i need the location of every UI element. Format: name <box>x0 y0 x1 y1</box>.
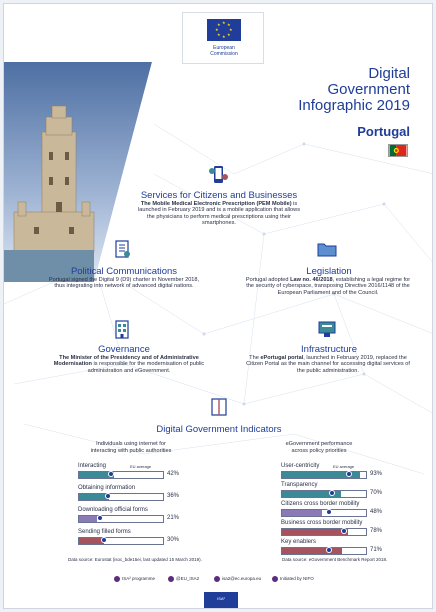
title-line1: Digital <box>368 65 410 82</box>
infrastructure-text <box>242 355 414 374</box>
right-bar-label: Business cross border mobility <box>281 520 363 526</box>
country-name: Portugal <box>357 124 410 139</box>
right-heading-line2: across policy priorities <box>291 447 347 454</box>
title-line3: Infographic 2019 <box>298 97 410 114</box>
infrastructure-title: Infrastructure <box>301 344 357 355</box>
governance-text-bold: The Minister of the Presidency and of Administrative Modernisation <box>53 355 199 368</box>
infographic-page <box>3 3 433 609</box>
services-text-rest: is launched in February 2019 and is a mobile application that allows the physicians to perform medical prescriptions using their smartphones. <box>137 201 300 227</box>
footer-twitter-label: @EU_ISA2 <box>176 576 200 582</box>
left-bar-label: Interacting <box>78 463 107 469</box>
eu-flag-icon: ★ ★ ★ ★ ★ ★ ★ ★ <box>207 19 241 41</box>
right-eu-average-label: EU average <box>333 464 355 469</box>
legislation-text-bold: Law no. 46/2018 <box>290 277 333 283</box>
isa-logo-text: ISA² <box>217 596 225 601</box>
linkedin-icon <box>272 576 278 582</box>
governance-text <box>44 355 214 374</box>
infrastructure-text-b: , launched in February 2019, replaced the Citizen Portal as the main channel for accessing digital services of the public administration. <box>246 355 410 374</box>
left-heading-line1: Individuals using internet for <box>96 441 166 447</box>
right-bar-value: 71% <box>370 547 383 553</box>
isa-icon <box>114 576 120 582</box>
political-communications-title: Political Communications <box>70 266 178 277</box>
right-bar-track <box>281 547 367 555</box>
footer-linkedin[interactable] <box>272 576 314 582</box>
governance-title: Governance <box>98 344 150 355</box>
legislation-folder-icon <box>316 238 338 260</box>
right-bar-label: Key enablers <box>281 539 317 545</box>
right-heading-line1: eGovernment performance <box>285 441 353 447</box>
left-bar-value: 21% <box>167 515 180 521</box>
left-bar-label: Downloading official forms <box>78 507 148 513</box>
political-communications-text: Portugal signed the Digital 9 (D9) charter in November 2018, thus integrating into network of advanced digital nations. <box>48 277 200 290</box>
left-bar-track <box>78 515 164 523</box>
legislation-text-a: Portugal adopted <box>245 277 291 283</box>
left-eu-average-marker <box>108 471 114 477</box>
services-phone-icon <box>207 164 229 186</box>
right-bar-label: User-centricity <box>281 463 320 469</box>
governance-text-rest: is responsible for the modernisation of public administration and eGovernment. <box>87 361 205 374</box>
right-bar-value: 78% <box>370 528 383 534</box>
right-bar-label: Transparency <box>281 482 318 488</box>
legislation-text <box>242 277 414 296</box>
left-eu-average-marker <box>105 493 111 499</box>
services-text-bold: The Mobile Medical Electronic Prescription (PEM Mobile) <box>140 201 292 207</box>
left-bar-label: Sending filled forms <box>78 529 131 535</box>
left-eu-average-marker <box>97 515 103 521</box>
ec-name-line1: European <box>213 45 235 51</box>
legislation-title: Legislation <box>306 266 352 277</box>
right-eu-average-marker <box>326 509 332 515</box>
right-bar-track <box>281 509 367 517</box>
legislation-text-b: , establishing a legal regime for the security of cyberspace, transposing Directive 2016/1148 of the European Parliament and of the Council. <box>246 277 411 296</box>
right-data-source: Data source: eGovernment Benchmark Report 2018. <box>282 557 388 562</box>
left-indicators-heading <box>66 441 196 454</box>
left-bar-value: 42% <box>167 471 180 477</box>
left-bar-value: 36% <box>167 493 180 499</box>
right-bar-track <box>281 528 367 536</box>
right-bar-fill <box>282 529 348 535</box>
infographic-title <box>210 66 410 114</box>
right-bar-label: Citizens cross border mobility <box>281 501 360 507</box>
right-bar-track <box>281 490 367 498</box>
right-eu-average-marker <box>326 547 332 553</box>
infrastructure-server-icon <box>316 318 338 340</box>
right-eu-average-marker <box>329 490 335 496</box>
left-data-source: Data source: Eurostat (isoc_bde15ei, last updated 15 March 2019). <box>68 557 202 562</box>
services-text <box>134 201 304 227</box>
european-commission-logo <box>182 12 264 64</box>
title-line2: Government <box>327 81 410 98</box>
indicators-title: Digital Government Indicators <box>156 424 282 435</box>
right-bar-value: 70% <box>370 490 383 496</box>
services-title: Services for Citizens and Businesses <box>140 190 298 201</box>
left-bar-label: Obtaining information <box>78 485 136 491</box>
left-bar-track <box>78 537 164 545</box>
footer-programme-label: ISA² programme <box>122 576 156 582</box>
right-bar-fill <box>282 510 322 516</box>
left-heading-line2: interacting with public authorities <box>90 447 172 454</box>
footer-linkedin-label: Initiated by NIFO <box>280 576 314 582</box>
portugal-flag-icon <box>388 144 408 157</box>
left-bar-track <box>78 471 164 479</box>
footer-programme[interactable] <box>114 576 155 582</box>
infrastructure-text-bold: ePortugal portal <box>260 355 304 361</box>
right-bar-fill <box>282 548 342 554</box>
infrastructure-text-a: The <box>249 355 261 361</box>
left-bar-fill <box>79 516 97 522</box>
email-icon <box>214 576 220 582</box>
footer-email-label: isa2@ec.europa.eu <box>222 576 262 582</box>
right-indicators-heading <box>254 441 384 454</box>
left-bar-value: 30% <box>167 537 180 543</box>
twitter-icon <box>168 576 174 582</box>
right-bar-value: 93% <box>370 471 383 477</box>
left-bar-track <box>78 493 164 501</box>
footer-twitter[interactable] <box>168 576 199 582</box>
right-bar-value: 48% <box>370 509 383 515</box>
right-bar-track <box>281 471 367 479</box>
ec-name-line2: Commission <box>210 51 238 57</box>
indicators-book-icon <box>208 396 230 418</box>
left-eu-average-marker <box>101 537 107 543</box>
left-eu-average-label: EU average <box>130 464 152 469</box>
footer-email[interactable] <box>214 576 261 582</box>
governance-building-icon <box>111 318 133 340</box>
political-communications-document-icon <box>111 238 133 260</box>
isa-programme-logo <box>204 592 238 608</box>
